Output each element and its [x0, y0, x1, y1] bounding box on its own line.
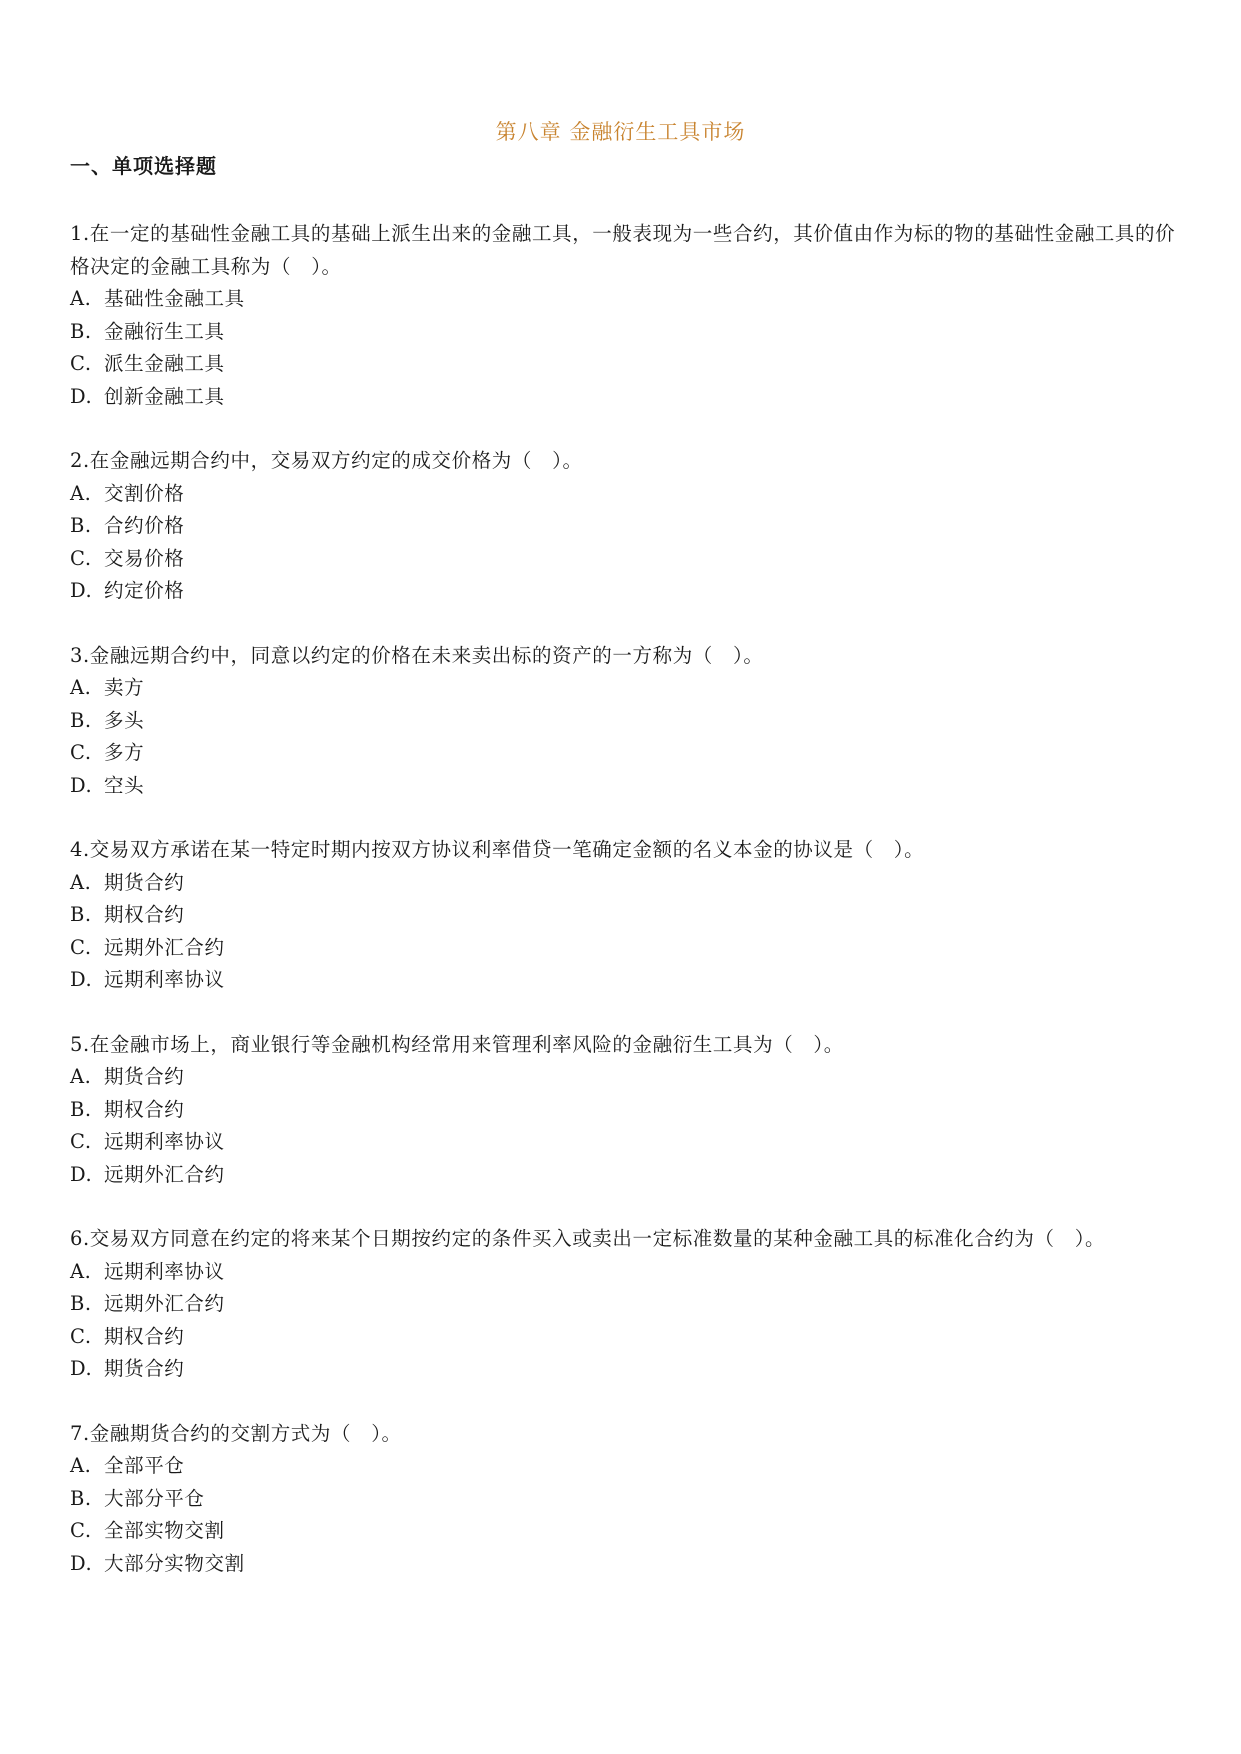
answer-option: [70, 1353, 1180, 1386]
question-stem: 4.交易双方承诺在某一特定时期内按双方协议利率借贷一笔确定金额的名义本金的协议是（ ）。: [70, 838, 925, 861]
answer-option: [70, 575, 1180, 608]
option-letter: A.: [70, 676, 92, 699]
option-text: 派生金融工具: [104, 352, 225, 375]
question-stem: 7.金融期货合约的交割方式为（ ）。: [70, 1421, 402, 1445]
answer-option: [70, 1256, 1180, 1289]
option-text: 多方: [104, 741, 145, 764]
answer-option: [70, 770, 1180, 803]
option-letter: B.: [70, 903, 92, 926]
option-letter: C.: [70, 546, 92, 570]
question-item: [70, 1029, 1180, 1192]
option-text: 金融衍生工具: [104, 319, 225, 343]
answer-option: [70, 1159, 1180, 1192]
option-letter: A.: [70, 481, 92, 505]
question-item: [70, 218, 1180, 413]
option-letter: A.: [70, 1259, 92, 1283]
option-text: 远期外汇合约: [104, 1292, 225, 1315]
question-list: [70, 218, 1180, 1612]
answer-option: [70, 1515, 1180, 1548]
question-item: [70, 834, 1180, 997]
option-list: [70, 1450, 1180, 1580]
option-text: 大部分实物交割: [104, 1551, 245, 1575]
answer-option: [70, 1450, 1180, 1483]
answer-option: [70, 1061, 1180, 1094]
option-text: 交割价格: [104, 481, 185, 505]
option-list: [70, 1256, 1180, 1386]
answer-option: [70, 543, 1180, 576]
option-letter: D.: [70, 579, 93, 602]
option-text: 期货合约: [104, 1357, 185, 1380]
option-letter: B.: [70, 319, 92, 343]
option-letter: D.: [70, 384, 93, 408]
answer-option: [70, 510, 1180, 543]
option-text: 全部平仓: [104, 1454, 185, 1477]
question-item: [70, 640, 1180, 803]
option-letter: A.: [70, 1454, 92, 1477]
answer-option: [70, 1288, 1180, 1321]
option-text: 交易价格: [104, 546, 185, 570]
section-heading: 一、单项选择题: [70, 154, 217, 178]
option-text: 全部实物交割: [104, 1519, 225, 1542]
option-text: 期货合约: [104, 870, 185, 894]
option-text: 远期利率协议: [104, 968, 225, 991]
question-stem: 5.在金融市场上，商业银行等金融机构经常用来管理利率风险的金融衍生工具为（ ）。: [70, 1032, 844, 1056]
option-letter: B.: [70, 708, 92, 732]
answer-option: [70, 283, 1180, 316]
answer-option: [70, 1094, 1180, 1127]
option-text: 基础性金融工具: [104, 287, 245, 310]
question-stem: 3.金融远期合约中，同意以约定的价格在未来卖出标的资产的一方称为（ ）。: [70, 643, 764, 667]
option-letter: B.: [70, 1097, 92, 1121]
option-text: 大部分平仓: [104, 1486, 205, 1510]
answer-option: [70, 1126, 1180, 1159]
option-list: [70, 478, 1180, 608]
answer-option: [70, 964, 1180, 997]
answer-option: [70, 478, 1180, 511]
option-letter: A.: [70, 287, 92, 310]
question-item: [70, 1223, 1180, 1386]
option-letter: C.: [70, 352, 92, 375]
option-letter: A.: [70, 870, 92, 894]
chapter-title: 第八章 金融衍生工具市场: [495, 120, 746, 144]
option-text: 创新金融工具: [104, 384, 225, 408]
question-item: [70, 1418, 1180, 1581]
option-text: 卖方: [104, 676, 145, 699]
answer-option: [70, 381, 1180, 414]
option-letter: D.: [70, 1162, 93, 1186]
option-text: 约定价格: [104, 579, 185, 602]
option-letter: B.: [70, 514, 92, 537]
option-letter: A.: [70, 1065, 92, 1088]
answer-option: [70, 705, 1180, 738]
option-letter: C.: [70, 1519, 92, 1542]
option-text: 远期外汇合约: [104, 1162, 225, 1186]
option-letter: D.: [70, 773, 93, 797]
answer-option: [70, 932, 1180, 965]
option-text: 远期外汇合约: [104, 935, 225, 959]
option-text: 期权合约: [104, 1324, 185, 1348]
option-list: [70, 672, 1180, 802]
answer-option: [70, 867, 1180, 900]
option-letter: D.: [70, 1357, 93, 1380]
option-letter: C.: [70, 741, 92, 764]
option-letter: B.: [70, 1292, 92, 1315]
option-letter: C.: [70, 1130, 92, 1153]
answer-option: [70, 1548, 1180, 1581]
option-list: [70, 1061, 1180, 1191]
option-text: 期权合约: [104, 903, 185, 926]
answer-option: [70, 1321, 1180, 1354]
option-text: 空头: [104, 773, 145, 797]
question-item: [70, 445, 1180, 608]
question-stem: 2.在金融远期合约中，交易双方约定的成交价格为（ ）。: [70, 449, 583, 472]
option-letter: C.: [70, 935, 92, 959]
option-text: 多头: [104, 708, 145, 732]
option-letter: B.: [70, 1486, 92, 1510]
option-letter: D.: [70, 968, 93, 991]
option-list: [70, 283, 1180, 413]
answer-option: [70, 737, 1180, 770]
option-list: [70, 867, 1180, 997]
answer-option: [70, 316, 1180, 349]
answer-option: [70, 899, 1180, 932]
option-text: 期货合约: [104, 1065, 185, 1088]
answer-option: [70, 348, 1180, 381]
question-stem: 6.交易双方同意在约定的将来某个日期按约定的条件买入或卖出一定标准数量的某种金融工具的标准化合约为（ ）。: [70, 1227, 1106, 1250]
question-stem: 1.在一定的基础性金融工具的基础上派生出来的金融工具，一般表现为一些合约，其价值由作为标的物的基础性金融工具的价格决定的金融工具称为（ ）。: [70, 222, 1176, 278]
option-text: 远期利率协议: [104, 1259, 225, 1283]
option-letter: D.: [70, 1551, 93, 1575]
option-text: 合约价格: [104, 514, 185, 537]
option-text: 远期利率协议: [104, 1130, 225, 1153]
option-text: 期权合约: [104, 1097, 185, 1121]
option-letter: C.: [70, 1324, 92, 1348]
answer-option: [70, 1483, 1180, 1516]
answer-option: [70, 672, 1180, 705]
